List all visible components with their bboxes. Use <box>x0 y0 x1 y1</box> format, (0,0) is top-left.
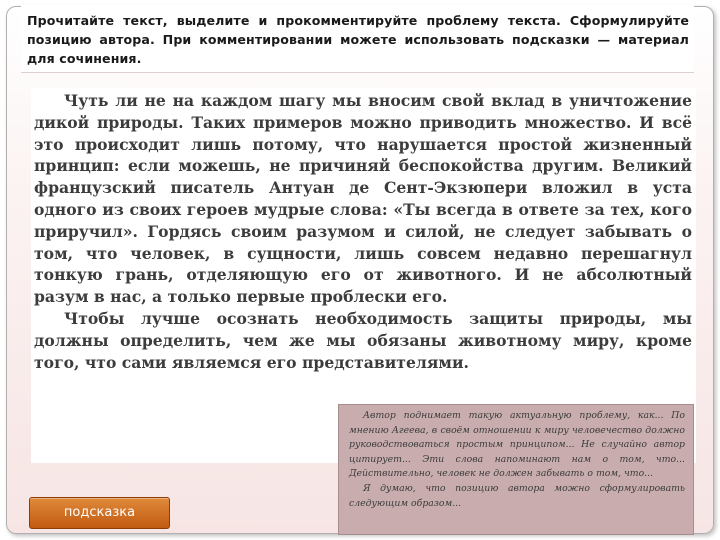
hint-paragraph-2: Я думаю, что позицию автора можно сформулировать следующим образом... <box>349 482 685 509</box>
main-text <box>34 90 692 373</box>
main-paragraph-1: Чуть ли не на каждом шагу мы вносим свой вклад в уничтожение дикой природы. Таких примеров можно приводить множество. И всё это происходит лишь потому, что нарушается простой жизненный принцип: если можешь, не причиняй беспокойства другим. Великий французский писатель Антуан де Сент-Экзюпери вложил в уста одного из своих героев мудрые слова: «Ты всегда в ответе за тех, кого приручил». Гордясь своим разумом и силой, не следует забывать о том, что человек, в сущности, лишь совсем недавно перешагнул тонкую грань, отделяющую его от животного. И не абсолютный разум в нас, а только первые проблески его. <box>34 91 692 307</box>
task-box <box>21 5 694 73</box>
main-paragraph-2: Чтобы лучше осознать необходимость защиты природы, мы должны определить, чем же мы обязаны животному миру, кроме того, что сами являемся его представителями. <box>34 308 692 372</box>
hint-paragraph-1: Автор поднимает такую актуальную проблему, как... По мнению Агеева, в своём отношении к миру человечество должно руководствоваться простым принципом... Не случайно автор цитирует... Эти слова напоминают нам о том, что... Действительно, человек не должен забывать о том, что... <box>349 410 685 480</box>
task-text: Прочитайте текст, выделите и прокомментируйте проблему текста. Сформулируйте позицию автора. При комментировании можете использовать подсказки — материал для сочинения. <box>27 13 689 66</box>
hint-button[interactable]: подсказка <box>29 497 170 529</box>
hint-text <box>349 409 685 511</box>
hint-box <box>338 404 694 535</box>
